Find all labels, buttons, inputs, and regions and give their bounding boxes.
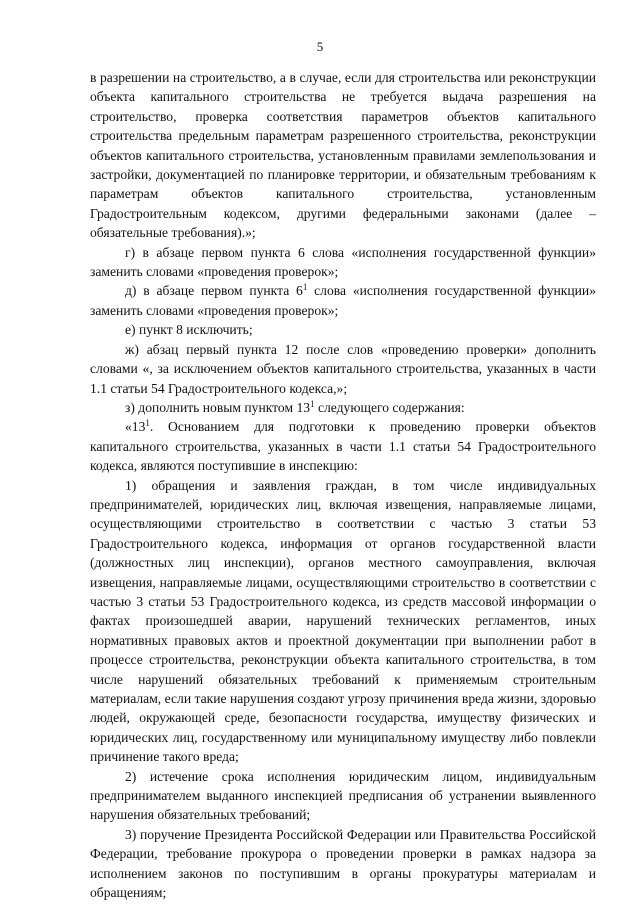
document-body	[90, 68, 596, 902]
paragraph: 2) истечение срока исполнения юридическим лицом, индивидуальным предпринимателем выданного инспекцией предписания об устранении выявленного нарушения обязательных требований;	[90, 768, 596, 823]
paragraph: в разрешении на строительство, а в случае, если для строительства или реконструкции объекта капитального строительства не требуется выдача разрешения на строительство, проверка соответствия параметров объектов капитального строительства предельным параметрам разрешенного строительства, реконструкции объектов капитального строительства, установленным правилами землепользования и застройки, документацией по планировке территории, и обязательным требованиям к параметрам объектов капитального строительства, установленным Градостроительным кодексом, другими федеральными законами (далее – обязательные требования).»;	[90, 70, 596, 241]
paragraph-text: . Основанием для подготовки к проведению проверки объектов капитального строительства, указанных в части 1.1 статьи 54 Градостроительного кодекса, являются поступившие в инспекцию:	[90, 419, 596, 474]
superscript: 1	[302, 282, 308, 293]
paragraph: г) в абзаце первом пункта 6 слова «исполнения государственной функции» заменить словами «проведения проверок»;	[90, 244, 596, 280]
paragraph-text: следующего содержания:	[314, 399, 465, 415]
paragraph	[90, 417, 596, 475]
paragraph: е) пункт 8 исключить;	[125, 322, 253, 338]
superscript: 1	[145, 418, 150, 429]
paragraph-text: слова «исполнения государственной функции» заменить словами «проведения проверок»;	[90, 283, 596, 318]
paragraph	[90, 281, 596, 320]
paragraph-text: д) в абзаце первом пункта 6	[125, 283, 303, 299]
superscript: 1	[310, 398, 315, 409]
paragraph: 3) поручение Президента Российской Федерации или Правительства Российской Федерации, требование прокурора о проведении проверки в рамках надзора за исполнением законов по поступившим в органы прокуратуры материалам и обращениям;	[90, 826, 596, 901]
paragraph-text: з) дополнить новым пунктом 13	[125, 399, 311, 415]
page-number: 5	[316, 39, 324, 54]
paragraph: ж) абзац первый пункта 12 после слов «проведению проверки» дополнить словами «, за исключением объектов капитального строительства, указанных в части 1.1 статьи 54 Градостроительного кодекса,»;	[90, 341, 596, 396]
paragraph-text: «13	[125, 419, 146, 435]
paragraph	[90, 398, 596, 417]
paragraph: 1) обращения и заявления граждан, в том числе индивидуальных предпринимателей, юридических лиц, включая извещения, направляемые лицами, осуществляющими строительство в соответствии с частью 3 статьи 53 Градостроительного кодекса, информация от органов государственной власти (должностных лиц инспекции), органов местного самоуправления, включая извещения, направляемые лицами, осуществляющими строительство в соответствии с частью 3 статьи 53 Градостроительного кодекса, из средств массовой информации о фактах произошедшей аварии, нарушений технических регламентов, иных нормативных правовых актов и проектной документации при выполнении работ в процессе строительства, реконструкции объекта капитального строительства, в том числе нарушений обязательных требований к применяемым строительным материалам, если такие нарушения создают угрозу причинения вреда жизни, здоровью людей, окружающей среде, безопасности государства, имуществу физических и юридических лиц, государственному или муниципальному имуществу либо повлекли причинение такого вреда;	[90, 477, 596, 765]
